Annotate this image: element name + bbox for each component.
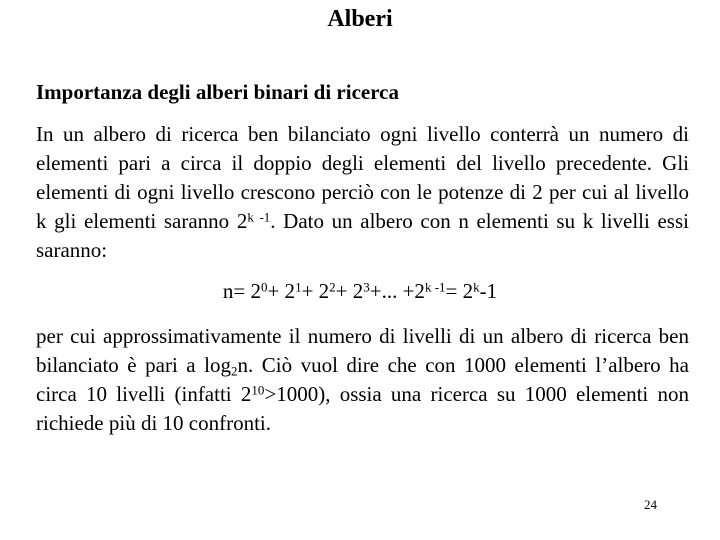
formula-part-6: -1	[479, 279, 498, 303]
formula-exp-3: 3	[363, 279, 370, 295]
page-number: 24	[644, 497, 657, 512]
conclusion-text-c: >1000), ossia una ricerca su 1000 elementi non richiede più di 10 confronti.	[36, 382, 689, 435]
formula-part-4: +... +2	[369, 279, 425, 303]
formula-part-2: + 2	[301, 279, 330, 303]
conclusion-exponent: 10	[251, 382, 265, 398]
intro-text-a: In un albero di ricerca ben bilanciato ogni livello conterrà un numero di elementi pari a circa il doppio degli elementi del livello precedente. Gli elementi di ogni livello crescono perciò con le potenze di 2 per cui al livello k gli elementi saranno 2	[36, 122, 689, 233]
intro-text-b: . Dato un albero con n elementi su k livelli essi saranno:	[36, 209, 689, 262]
formula-exp-5: k	[473, 279, 480, 295]
conclusion-text-b: n. Ciò vuol dire che con 1000 elementi l’albero ha circa 10 livelli (infatti 2	[36, 353, 689, 406]
conclusion-text-a: per cui approssimativamente il numero di livelli di un albero di ricerca ben bilanciato è pari a log	[36, 324, 689, 377]
slide-title: Alberi	[327, 6, 393, 32]
section-heading: Importanza degli alberi binari di ricerca	[36, 80, 399, 104]
conclusion-paragraph	[36, 322, 689, 438]
formula-part-3: + 2	[335, 279, 364, 303]
log-base: 2	[230, 363, 238, 379]
formula-exp-0: 0	[260, 279, 268, 295]
intro-exponent: k -1	[247, 209, 271, 225]
formula-exp-1: 1	[295, 279, 302, 295]
formula-part-0: n= 2	[222, 279, 261, 303]
formula-part-1: + 2	[267, 279, 296, 303]
intro-paragraph	[36, 120, 689, 265]
sum-formula	[0, 279, 720, 304]
formula-exp-2: 2	[329, 279, 336, 295]
formula-exp-4: k -1	[424, 279, 446, 295]
formula-part-5: = 2	[445, 279, 474, 303]
